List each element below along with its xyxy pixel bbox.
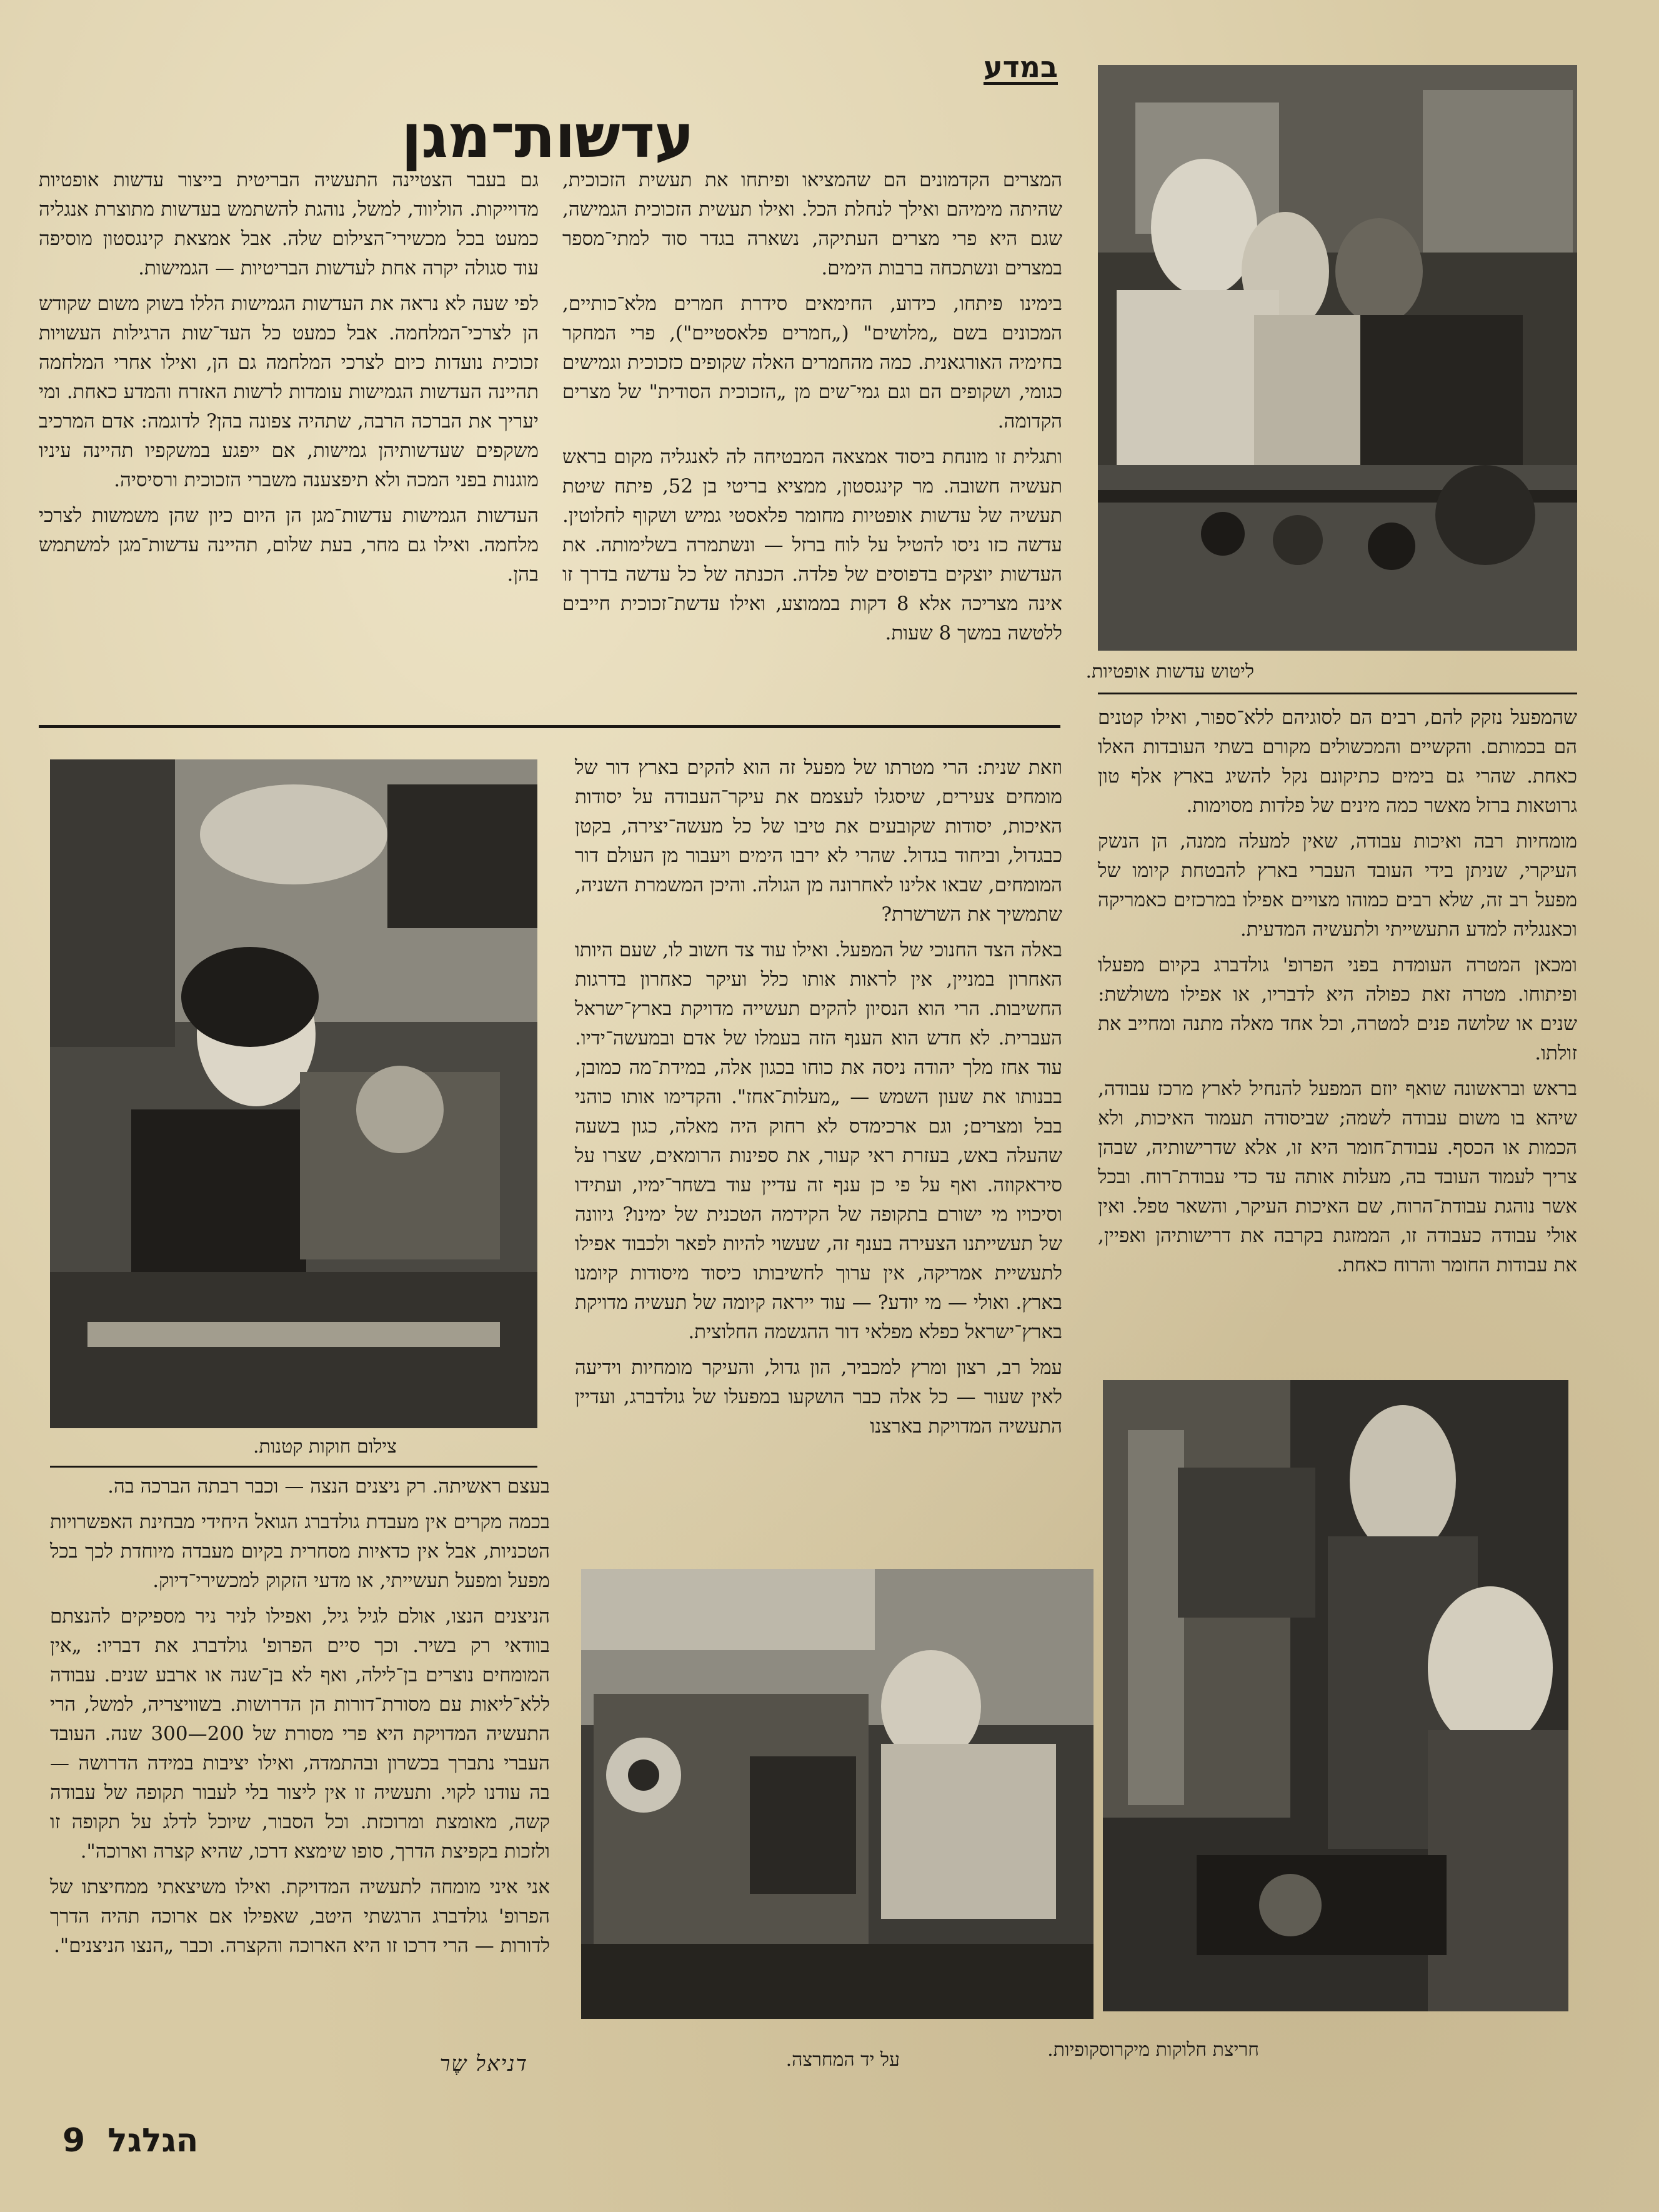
- page-number: 9: [62, 2122, 86, 2159]
- paragraph: גם בעבר הצטיינה התעשיה הבריטית בייצור עדשות אופטיות מדוייקות. הוליווד, למשל, נוהגת להשתמש בעדשות מתוצרת אנגליה כמעט בכל מכשירי־הצילום שלה. אבל אמצאת קינגסטון מוסיפה עוד סגולה יקרה אחת לעדשות הבריטיות — הגמישות.: [39, 169, 539, 279]
- paragraph: הניצנים הנצו, אולם לגיל גיל, ואפילו לניר ניר מספיקים להנצתם בוודאי רק בשיר. וכך סיים הפרופ' גולדברג את דבריו: „אין המומחים נוצרים בן־לילה, ואף לא בן־שנה או ארבע שנים. עבודה ללא־ליאות עם מסורת־דורות הן הדרושות. בשוויצריה, למשל, הרי התעשיה המדויקת היא פרי מסורת של 200—300 שנה. העובד העברי נתברך בכשרון ובהתמדה, ואילו יציבות במידה הדרושה — בה עודנו לקוי. ותעשיה זו אין ליצור בלי לעבור תקופה של עבודה קשה, מאומצת ומרוכזת. וכל הסבור, שיוכל לדלג על תקופה זו ולזכות בקפיצת הדרך, סופו שימצא דרכו, שהיא קצרה וארוכה".: [50, 1605, 551, 1863]
- caption-engraving-machine: על יד המחרצה.: [785, 2049, 900, 2071]
- paragraph: בימינו פיתחו, כידוע, החימאים סידרת חמרים מלא־כותיים, המכונים בשם „מלושים" („חמרים פלאסטיים"), פרי המחקר בחימיה האורגאנית. כמה מהחמרים האלה שקופים כזכוכית וגמישים כגומי, ושקופים הם וגם גמי־שים מן „הזכוכית הסודית" של מצרים הקדומה.: [562, 293, 1062, 433]
- paragraph: עמל רב, רצון ומרץ למכביר, הון גדול, והעיקר מומחיות וידיעה לאין שעור — כל אלה כבר הושקעו במפעלו של גולדברג, ועדיין התעשיה המדויקת בארצנו: [575, 1356, 1062, 1438]
- paragraph: בראש ובראשונה שואף יוזם המפעל להנחיל לארץ מרכז עבודה, שיהא בו משום עבודה לשמה; שביסודה תעמוד האיכות, ולא הכמות או הכסף. עבודת־חומר היא זו, אלא שדרישותיה, שבהן צריך לעמוד העובד בה, מעלות אותה עד כדי עבודת־רוח. ובכל אשר נוהגת עבודת־הרוח, שם האיכות העיקר, והשאר טפל. ואין אולי עבודה כעבודה זו, הממזגת בקרבה את דרישותיהן ואפיין, את עבודות החומר והרוח כאחת.: [1098, 1078, 1577, 1276]
- paragraph: ומכאן המטרה העומדת בפני הפרופ' גולדברג בקיום מפעלו ופיתוחו. מטרה זאת כפולה היא לדבריו, או אפילו משולשת: שנים או שלושה פנים למטרה, וכל אחד מאלה מתנה ומחייב את זולתו.: [1098, 954, 1577, 1064]
- column-bottom-left: [50, 1472, 550, 1967]
- column-top-middle: [562, 166, 1062, 654]
- caption-microscope-divisions: חריצת חלוקות מיקרוסקופיות.: [1047, 2039, 1259, 2061]
- paragraph: בעצם ראשיתה. רק ניצנים הנצה — וכבר רבתה הברכה בה.: [107, 1475, 550, 1498]
- caption-rule: [1098, 693, 1577, 694]
- caption-small-parts: צילום חוקות קטנות.: [253, 1436, 397, 1458]
- paragraph: ותגלית זו מונחת ביסוד אמצאה המבטיחה לה לאנגליה מקום בראש תעשיה חשובה. מר קינגסטון, ממציא בריטי בן 52, פיתח שיטת תעשיה של עדשות אופטיות מחומר פלאסטי גמיש ושקוף לחלוטין. עדשה כזו ניסו להטיל על לוח ברזל — ונשתמרה בשלימותה. את העדשות יוצקים בדפוסים של פלדה. הכנתה של כל עדשה בדרך זו אינה מצריכה אלא 8 דקות בממוצע, ואילו עדשת־זכוכית חייבים ללטשה במשך 8 שעות.: [562, 446, 1062, 644]
- paragraph: מומחיות רבה ואיכות עבודה, שאין למעלה ממנה, הן הנשק העיקרי, שניתן בידי העובד העברי בארץ להבטחת קיומו של מפעל רב זה, שלא רבים כמוהו מצויים אפילו במרכזים כאמריקה וכאנגליה למדע התעשייתי ולתעשיה המדעית.: [1098, 830, 1577, 941]
- author-signature: דניאל שֶר: [439, 2051, 528, 2076]
- paragraph: לפי שעה לא נראה את העדשות הגמישות הללו בשוק משום שקודש הן לצרכי־המלחמה. אבל כמעט כל העד־שות הרגילות העשויות זכוכית נועדות כיום לצרכי המלחמה גם הן, ואילו אחרי המלחמה תהיינה העדשות הגמישות עומדות לרשות האזרח והמדע כאחת. ומי יעריך את הברכה הרבה, שתהיה צפונה בהן? לדוגמה: אדם המרכיב משקפים שעדשותיהן גמישות, אם ייפגע במשקפיו תהיינה עיניו מוגנות בפני המכה ולא תיפצענה משברי הזכוכית ורסיסיה.: [39, 293, 539, 491]
- paragraph: שהמפעל נזקק להם, רבים הם לסוגיהם ללא־ספור, ואילו קטנים הם בכמותם. והקשיים והמכשולים מקורם בשתי העובדות האלו כאחת. שהרי גם בימים כתיקונם נקל להשיג בארץ אלף טון גרוטאות ברזל מאשר כמה מינים של פלדות מסוימות.: [1098, 706, 1577, 817]
- column-top-left: [39, 166, 539, 596]
- headline: עדשות־מגן: [401, 101, 694, 171]
- paragraph: וזאת שנית: הרי מטרתו של מפעל זה הוא להקים בארץ דור של מומחים צעירים, שיסגלו לעצמם את עיקר־העבודה על יסודות האיכות, יסודות שקובעים את טיבו של כל מעשה־יצירה, בקטן כבגדול, וביחוד בגדול. שהרי לא ירבו הימים ויעבור מן העולם דור המומחים, שבאו אלינו לאחרונה מן הגולה. והיכן המשמרת השניה, שתמשיך את השרשרת?: [575, 756, 1062, 926]
- section-label: במדע: [983, 50, 1058, 84]
- photo-small-parts: [50, 759, 537, 1428]
- photo-engraving-machine: [581, 1569, 1094, 2019]
- caption-rule: [50, 1466, 537, 1468]
- magazine-name: הגלגל: [107, 2122, 199, 2159]
- photo-microscope-divisions: [1103, 1380, 1568, 2011]
- paragraph: אני איני מומחה לתעשיה המדויקת. ואילו משיצאתי ממחיצתו של הפרופ' גולדברג הרגשתי היטב, שאפילו אם ארוכה תהיה הדרך לדורות — הרי דרכו זו היא הארוכה והקצרה. וכבר „הנצו הניצנים".: [50, 1876, 550, 1957]
- column-bottom-right: [1098, 703, 1577, 1286]
- footer: [62, 2122, 198, 2159]
- paragraph: בכמה מקרים אין מעבדת גולדברג הגואל היחידי מבחינת האפשרויות הטכניות, אבל אין כדאיות מסחרית בקיום מעבדה מיוחדת לכך בכל מפעל ומפעל תעשייתי, או מדעי הזקוק למכשירי־דיוק.: [50, 1511, 550, 1592]
- column-bottom-middle: [575, 753, 1062, 1448]
- horizontal-divider: [39, 725, 1060, 728]
- paragraph: באלה הצד החנוכי של המפעל. ואילו עוד צד חשוב לו, שעם היותו האחרון במניין, אין לראות אותו כלל ועיקר כאחרון בדרגות החשיבות. הרי הוא הנסיון להקים תעשייה מדויקת בארץ־ישראל העברית. לא חדש הוא הענף הזה בעמלו של אדם ובמעשה־ידיו. עוד אחז מלך יהודה ניסה את כוחו בכגון אלה, במידת־מה כמובן, בבנותו את שעון השמש — „מעלות־אחז". והקדימו אותו כוהני בבל ומצרים; וגם ארכימדס לא רחוק היה מאלה, כגון בשעה שהעלה באש, בעזרת ראי קעור, את ספינות הרומאים, שצרו על סיראקוזה. ואף על פי כן ענף זה עדיין עוד בשחר־ימיו, ועתידו וסיכויו מי ישורם בתקופה של הקידמה הטכנית של ימינו? גיוונה של תעשייתנו הצעירה בענף זה, שעשוי להיות לפאר ולכבוד אפילו לתעשיית אמריקה, אין ערוך לחשיבותו כיסוד מיסודות קיומנו בארץ. ואולי — מי יודע? — עוד ייראה קיומה של תעשיה מדויקת בארץ־ישראל כפלא מפלאי דור ההגשמה החלוצית.: [575, 939, 1062, 1343]
- photo-lens-polishing: [1098, 65, 1577, 651]
- caption-lens-polishing: ליטוש עדשות אופטיות.: [1085, 661, 1254, 683]
- paragraph: העדשות הגמישות עדשות־מגן הן היום כיון שהן משמשות לצרכי מלחמה. ואילו גם מחר, בעת שלום, תהיינה עדשות־מגן למשתמש בהן.: [39, 504, 539, 586]
- paragraph: המצרים הקדמונים הם שהמציאו ופיתחו את תעשית הזכוכית, שהיתה מימיהם ואילך לנחלת הכל. ואילו תעשית הזכוכית הגמישה, שגם היא פרי מצרים העתיקה, נשארה בגדר סוד למתי־מספר במצרים ונשתכחה ברבות הימים.: [562, 169, 1062, 279]
